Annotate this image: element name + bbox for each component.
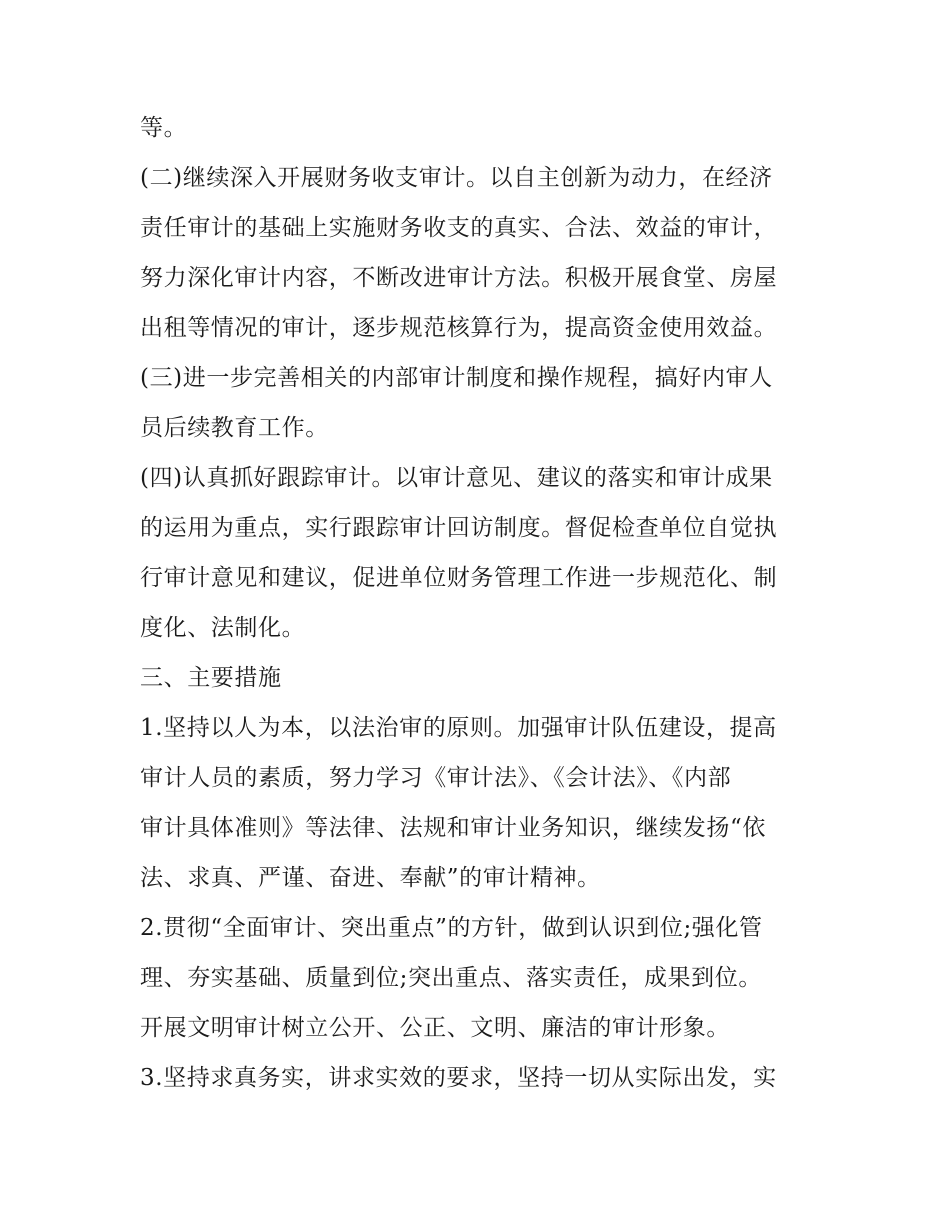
text-line: 等。 xyxy=(140,115,188,141)
text-line: (二)继续深入开展财务收支审计。以自主创新为动力，在经济 xyxy=(140,165,773,191)
text-line: 行审计意见和建议，促进单位财务管理工作进一步规范化、制 xyxy=(140,565,778,591)
text-line: 审计具体准则》等法律、法规和审计业务知识，继续发扬“依 xyxy=(140,815,766,841)
text-line: (四)认真抓好跟踪审计。以审计意见、建议的落实和审计成果 xyxy=(140,465,773,491)
text-line: 责任审计的基础上实施财务收支的真实、合法、效益的审计， xyxy=(140,215,778,241)
text-line: 审计人员的素质，努力学习《审计法》、《会计法》、《内部 xyxy=(140,765,732,791)
text-line: 度化、法制化。 xyxy=(140,615,306,641)
text-line: 努力深化审计内容，不断改进审计方法。积极开展食堂、房屋 xyxy=(140,265,778,291)
text-line: 2.贯彻“全面审计、突出重点”的方针，做到认识到位;强化管 xyxy=(140,915,763,941)
text-line: 1.坚持以人为本，以法治审的原则。加强审计队伍建设，提高 xyxy=(140,715,777,741)
text-line: 员后续教育工作。 xyxy=(140,415,329,441)
text-line: 3.坚持求真务实，讲求实效的要求，坚持一切从实际出发，实 xyxy=(140,1065,777,1091)
text-line: (三)进一步完善相关的内部审计制度和操作规程，搞好内审人 xyxy=(140,365,773,391)
section-heading: 三、主要措施 xyxy=(140,665,282,691)
text-line: 法、求真、严谨、奋进、奉献”的审计精神。 xyxy=(140,865,601,891)
text-line: 理、夯实基础、质量到位;突出重点、落实责任，成果到位。 xyxy=(140,965,762,991)
text-line: 的运用为重点，实行跟踪审计回访制度。督促检查单位自觉执 xyxy=(140,515,778,541)
text-line: 出租等情况的审计，逐步规范核算行为，提高资金使用效益。 xyxy=(140,315,778,341)
text-line: 开展文明审计树立公开、公正、文明、廉洁的审计形象。 xyxy=(140,1015,730,1041)
